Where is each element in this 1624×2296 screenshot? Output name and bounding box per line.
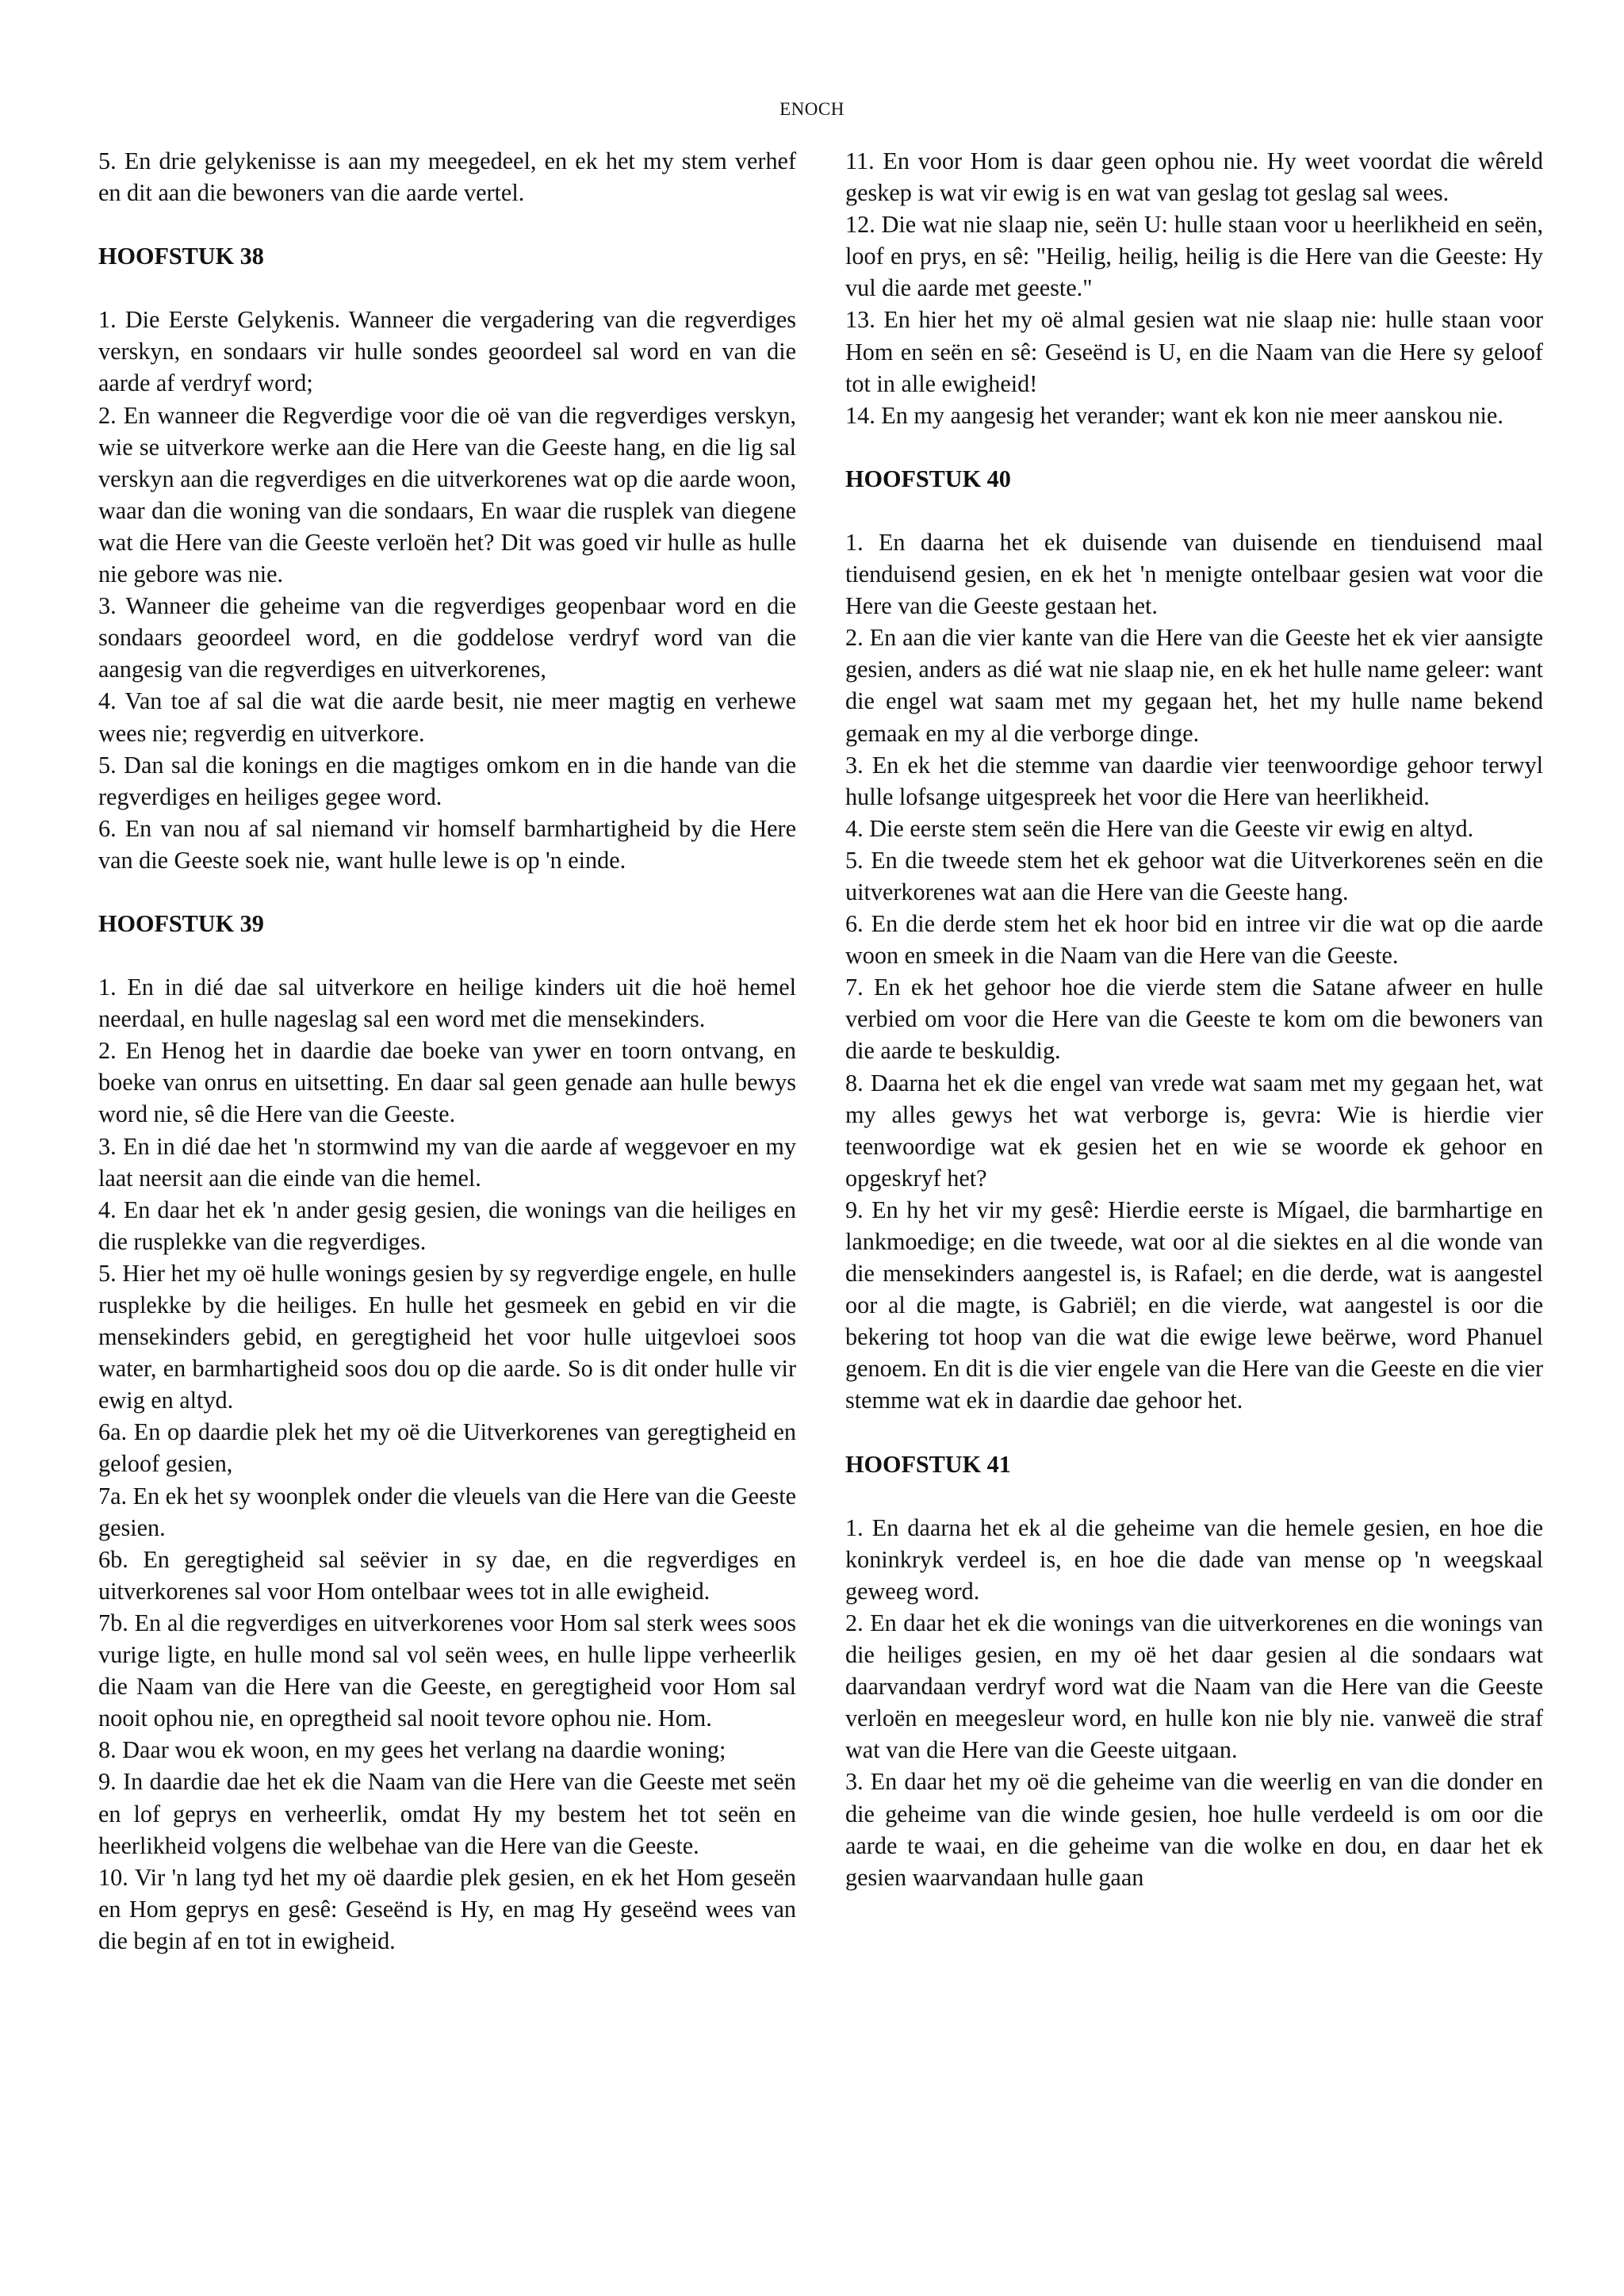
verse-paragraph: 2. En Henog het in daardie dae boeke van ywer en toorn ontvang, en boeke van onrus en uitsetting. En daar sal geen genade aan hulle bewys word nie, sê die Here van die Geeste. (98, 1037, 796, 1128)
verse-paragraph: 5. Hier het my oë hulle wonings gesien by sy regverdige engele, en hulle rusplekke by die heiliges. En hulle het gesmeek en gebid en vir die mensekinders gebid, en geregtigheid het voor hulle uitgevloei soos water, en barmhartigheid soos dou op die aarde. So is dit onder hulle vir ewig en altyd. (98, 1259, 796, 1414)
verse-paragraph: 9. In daardie dae het ek die Naam van die Here van die Geeste met seën en lof geprys en verheerlik, omdat Hy my bestem het tot seën en heerlikheid volgens die welbehae van die Here van die Geeste. (98, 1768, 796, 1859)
verse-paragraph: 11. En voor Hom is daar geen ophou nie. Hy weet voordat die wêreld geskep is wat vir ewig is en wat van geslag tot geslag sal wees. (845, 147, 1543, 207)
verse-paragraph: 8. Daar wou ek woon, en my gees het verlang na daardie woning; (98, 1736, 726, 1764)
chapter-heading: HOOFSTUK 41 (845, 1450, 1011, 1478)
verse-paragraph: 13. En hier het my oë almal gesien wat nie slaap nie: hulle staan voor Hom en seën en sê: Geseënd is U, en die Naam van die Here sy geloof tot in alle ewigheid! (845, 306, 1543, 397)
verse-paragraph: 5. Dan sal die konings en die magtiges omkom en in die hande van die regverdiges en heiliges gegee word. (98, 751, 796, 810)
verse-paragraph: 7. En ek het gehoor hoe die vierde stem die Satane afweer en hulle verbied om voor die Here van die Geeste te kom om die bewoners van die aarde te beskuldig. (845, 974, 1543, 1065)
verse-paragraph: 6a. En op daardie plek het my oë die Uitverkorenes van geregtigheid en geloof gesien, (98, 1418, 796, 1478)
chapter-heading: HOOFSTUK 40 (845, 465, 1011, 492)
verse-paragraph: 4. En daar het ek 'n ander gesig gesien, die wonings van die heiliges en die rusplekke van die regverdiges. (98, 1196, 796, 1255)
verse-paragraph: 1. En daarna het ek duisende van duisende en tienduisend maal tienduisend gesien, en ek het 'n menigte ontelbaar gesien wat voor die Here van die Geeste gestaan het. (845, 528, 1543, 620)
verse-paragraph: 10. Vir 'n lang tyd het my oë daardie plek gesien, en ek het Hom geseën en Hom geprys en gesê: Geseënd is Hy, en mag Hy geseënd wees van die begin af en tot in ewigheid. (98, 1863, 796, 1954)
verse-paragraph: 6b. En geregtigheid sal seëvier in sy dae, en die regverdiges en uitverkorenes sal voor Hom ontelbaar wees tot in alle ewigheid. (98, 1545, 796, 1605)
verse-paragraph: 4. Die eerste stem seën die Here van die Geeste vir ewig en altyd. (845, 814, 1474, 842)
verse-paragraph: 8. Daarna het ek die engel van vrede wat saam met my gegaan het, wat my alles gewys het wat verborge is, gevra: Wie is hierdie vier teenwoordige wat ek gesien het en wie se woorde ek gehoor en opgeskryf het? (845, 1069, 1543, 1192)
running-header: ENOCH (779, 99, 845, 119)
verse-paragraph: 4. Van toe af sal die wat die aarde besit, nie meer magtig en verhewe wees nie; regverdig en uitverkore. (98, 687, 796, 747)
verse-paragraph: 2. En wanneer die Regverdige voor die oë van die regverdiges verskyn, wie se uitverkore werke aan die Here van die Geeste hang, en die lig sal verskyn aan die regverdiges en die uitverkorenes wat op die aarde woon, waar dan die woning van die sondaars, En waar die rusplek van diegene wat die Here van die Geeste verloën het? Dit was goed vir hulle as hulle nie gebore was nie. (98, 401, 796, 588)
left-column (98, 145, 796, 1957)
verse-paragraph: 2. En aan die vier kante van die Here van die Geeste het ek vier aansigte gesien, anders as dié wat nie slaap nie, en ek het hulle name geleer: want die engel wat saam met my gegaan het, het my hulle name bekend gemaak en my al die verborge dinge. (845, 624, 1543, 747)
verse-paragraph: 7a. En ek het sy woonplek onder die vleuels van die Here van die Geeste gesien. (98, 1482, 796, 1541)
verse-paragraph: 3. En in dié dae het 'n stormwind my van die aarde af weggevoer en my laat neersit aan die einde van die hemel. (98, 1132, 796, 1192)
verse-paragraph: 5. En die tweede stem het ek gehoor wat die Uitverkorenes seën en die uitverkorenes wat aan die Here van die Geeste hang. (845, 846, 1543, 905)
verse-paragraph: 14. En my aangesig het verander; want ek kon nie meer aanskou nie. (845, 401, 1503, 429)
verse-paragraph: 3. Wanneer die geheime van die regverdiges geopenbaar word en die sondaars geoordeel word, en die goddelose verdryf word van die aangesig van die regverdiges en uitverkorenes, (98, 592, 796, 683)
verse-paragraph: 9. En hy het vir my gesê: Hierdie eerste is Mígael, die barmhartige en lankmoedige; en die tweede, wat oor al die siektes en al die wonde van die mensekinders aangestel is, is Rafael; en die derde, wat is aangestel oor al die magte, is Gabriël; en die vierde, wat aangestel is oor die bekering tot hoop van die wat die ewige lewe beërwe, word Phanuel genoem. En dit is die vier engele van die Here van die Geeste en die vier stemme wat ek in daardie dae gehoor het. (845, 1196, 1543, 1414)
chapter-heading: HOOFSTUK 39 (98, 909, 264, 937)
verse-paragraph: 3. En daar het my oë die geheime van die weerlig en van die donder en die geheime van die winde gesien, hoe hulle verdeeld is om oor die aarde te waai, en die geheime van die wolke en dou, en daar het ek gesien waarvandaan hulle gaan (845, 1768, 1543, 1891)
verse-paragraph: 5. En drie gelykenisse is aan my meegedeel, en ek het my stem verhef en dit aan die bewoners van die aarde vertel. (98, 147, 796, 207)
chapter-heading: HOOFSTUK 38 (98, 243, 264, 270)
verse-paragraph: 2. En daar het ek die wonings van die uitverkorenes en die wonings van die heiliges gesien, en my oë het daar gesien al die sondaars wat daarvandaan verdryf word wat die Naam van die Here van die Geeste verloën en meegesleur word, en hulle kon nie bly nie. vanweë die straf wat van die Here van die Geeste uitgaan. (845, 1609, 1543, 1764)
verse-paragraph: 3. En ek het die stemme van daardie vier teenwoordige gehoor terwyl hulle lofsange uitgespreek het voor die Here van heerlikheid. (845, 751, 1543, 810)
verse-paragraph: 6. En van nou af sal niemand vir homself barmhartigheid by die Here van die Geeste soek nie, want hulle lewe is op 'n einde. (98, 814, 796, 874)
verse-paragraph: 1. En daarna het ek al die geheime van die hemele gesien, en hoe die koninkryk verdeel is, en hoe die dade van mense op 'n weegskaal geweeg word. (845, 1513, 1543, 1605)
verse-paragraph: 7b. En al die regverdiges en uitverkorenes voor Hom sal sterk wees soos vurige ligte, en hulle mond sal vol seën wees, en hulle lippe verheerlik die Naam van die Here van die Geeste, en geregtigheid voor Hom sal nooit ophou nie, en opregtheid sal nooit tevore ophou nie. Hom. (98, 1609, 796, 1732)
verse-paragraph: 1. En in dié dae sal uitverkore en heilige kinders uit die hoë hemel neerdaal, en hulle nageslag sal een word met die mensekinders. (98, 974, 796, 1033)
verse-paragraph: 6. En die derde stem het ek hoor bid en intree vir die wat op die aarde woon en smeek in die Naam van die Here van die Geeste. (845, 910, 1543, 970)
verse-paragraph: 1. Die Eerste Gelykenis. Wanneer die vergadering van die regverdiges verskyn, en sondaars vir hulle sondes geoordeel sal word en van die aarde af verdryf word; (98, 306, 796, 397)
right-column (845, 145, 1543, 1893)
verse-paragraph: 12. Die wat nie slaap nie, seën U: hulle staan voor u heerlikheid en seën, loof en prys, en sê: "Heilig, heilig, heilig is die Here van die Geeste: Hy vul die aarde met geeste." (845, 211, 1543, 302)
